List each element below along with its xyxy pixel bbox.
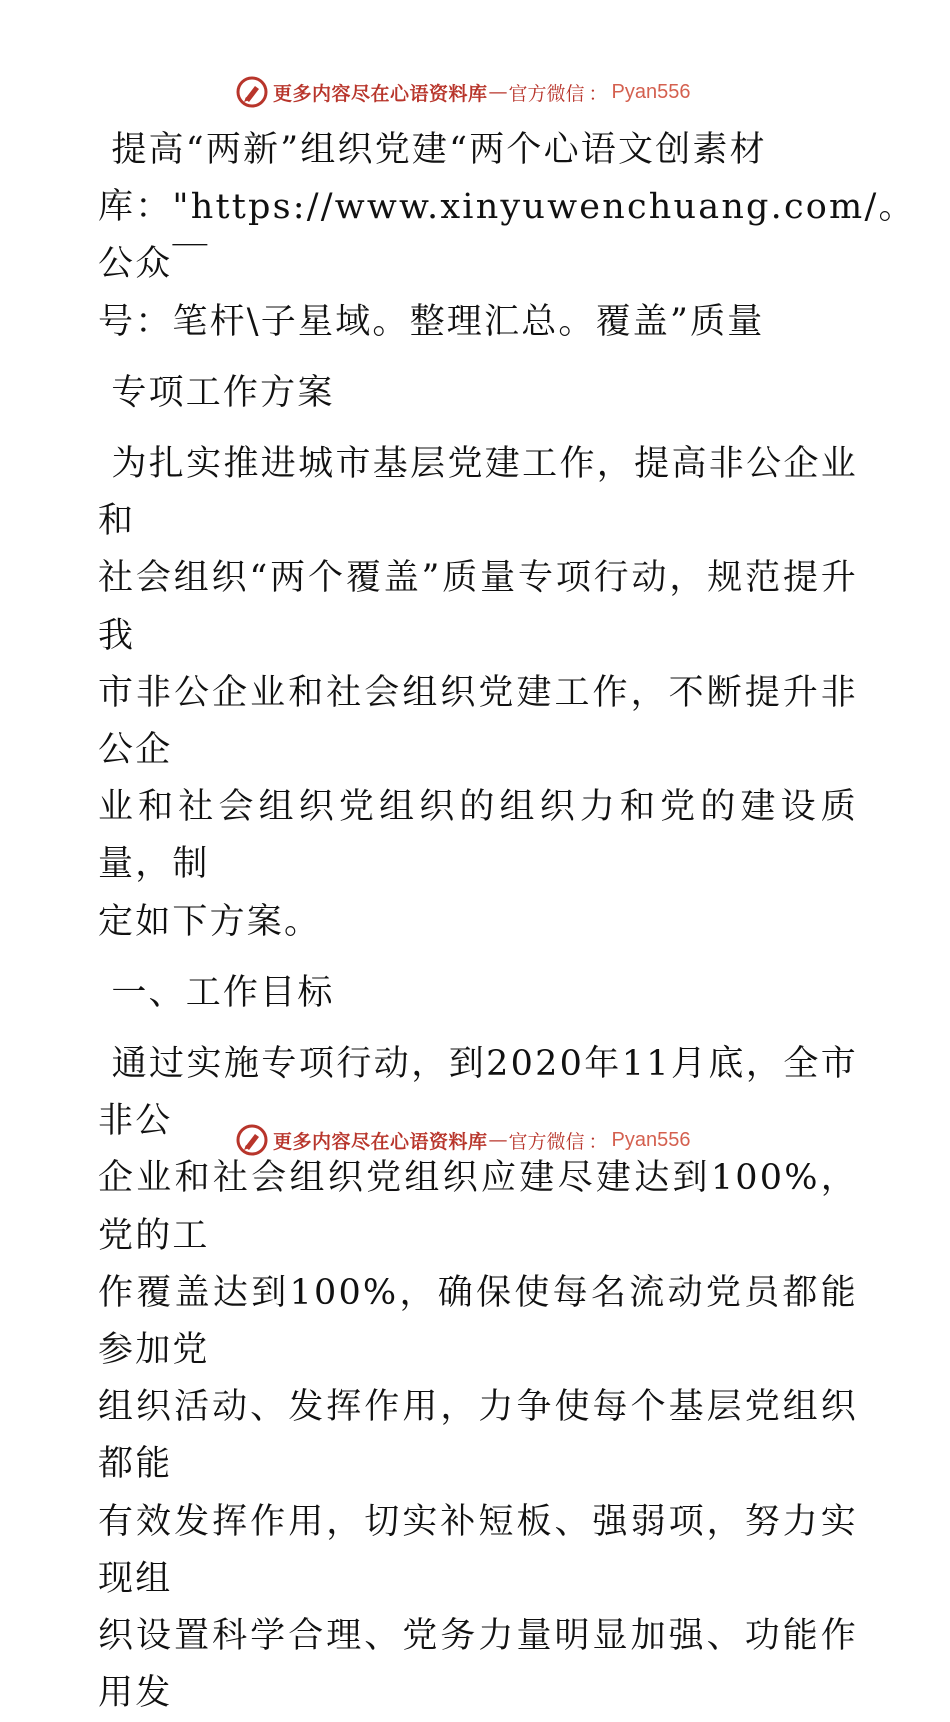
watermark-banner-top [0,72,950,112]
watermark-wechat-label: 官方微信 [508,82,585,105]
document-subtitle: 专项工作方案 [98,372,335,413]
document-title-line: 提高“两新”组织党建“两个心语文创素材 [98,130,767,170]
section-line: 组织活动、发挥作用，力争使每个基层党组织都能 [98,1387,858,1485]
intro-line: 为扎实推进城市基层党建工作，提高非公企业和 [98,444,858,542]
watermark-banner-bottom [0,1120,950,1160]
pen-nib-circle-icon [235,75,269,109]
intro-line: 业和社会组织党组织的组织力和党的建设质量，制 [98,787,858,885]
intro-line: 社会组织“两个覆盖”质量专项行动，规范提升我 [98,558,858,656]
pen-nib-circle-icon [235,1123,269,1157]
watermark-handle: Pyan556 [611,80,691,103]
section-line: 有效发挥作用，切实补短板、强弱项，努力实现组 [98,1501,858,1599]
section-line: 企业和社会组织党组织应建尽建达到100%，党的工 [98,1158,858,1256]
watermark-brand: 更多内容尽在心语资料库 [273,1130,488,1153]
section-line: 通过实施专项行动，到2020年11月底，全市非公 [98,1044,859,1142]
watermark-brand: 更多内容尽在心语资料库 [273,82,488,105]
document-title-line: 库："https://www.xinyuwenchuang.com/。公众￣ [98,187,916,285]
watermark-colon: ： [588,82,608,105]
watermark-wechat-label: 官方微信 [508,1130,585,1153]
watermark-handle: Pyan556 [611,1128,691,1151]
watermark-colon: ： [588,1130,608,1153]
intro-line: 市非公企业和社会组织党建工作，不断提升非公企 [98,672,858,771]
document-body [98,122,916,1722]
section-heading: 一、工作目标 [98,972,335,1013]
document-title-line: 号：笔杆\子星域。整理汇总。覆盖”质量 [98,301,765,342]
watermark-separator: — [488,1129,508,1151]
section-line: 织设置科学合理、党务力量明显加强、功能作用发 [98,1616,858,1714]
watermark-separator: — [488,81,508,103]
intro-line: 定如下方案。 [98,901,322,942]
section-line: 作覆盖达到100%，确保使每名流动党员都能参加党 [98,1272,858,1371]
